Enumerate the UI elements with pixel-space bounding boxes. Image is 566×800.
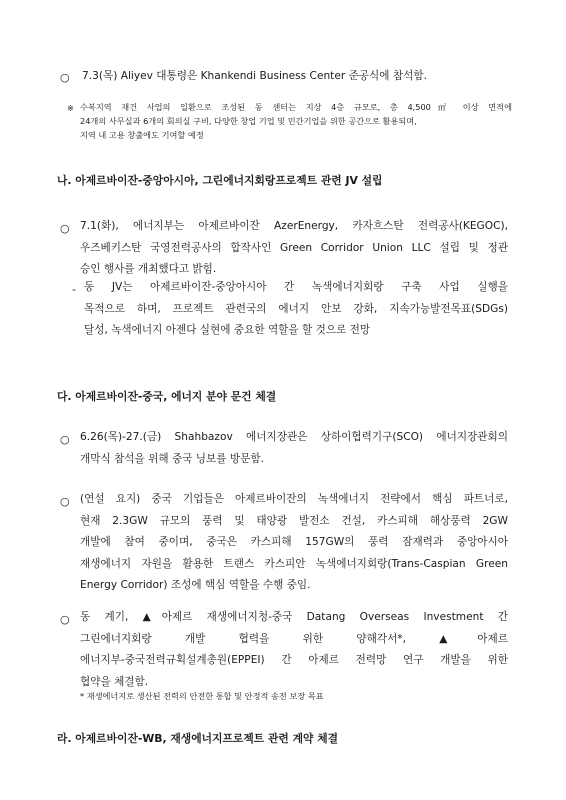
text-line: 목적으로 하며, 프로젝트 관련국의 에너지 안보 강화, 지속가능발전목표(SDGs)	[84, 302, 508, 315]
section-heading-da: 다. 아제르바이잔-중국, 에너지 분야 문건 체결	[57, 390, 277, 403]
circle-bullet-marker: ○	[60, 222, 70, 235]
bullet-agreements	[80, 607, 508, 693]
note-line: 지역 내 고용 창출에도 기여할 예정	[80, 130, 204, 140]
text-line: 달성, 녹색에너지 아젠다 실현에 중요한 역할을 할 것으로 전망	[84, 324, 371, 336]
circle-bullet-marker: ○	[60, 613, 70, 626]
text-line: 동 계기, ▲아제르 재생에너지청-중국 Datang Overseas Investment 간	[80, 611, 508, 623]
text-line: 동 JV는 아제르바이잔-중앙아시아 간 녹색에너지회랑 구축 사업 실행을	[84, 281, 508, 293]
text-line: 에너지부-중국전력규획설계총원(EPPEI) 간 아제르 전력망 연구 개발을 위한	[80, 654, 508, 666]
text-line: 개막식 참석을 위해 중국 닝보를 방문함.	[80, 452, 264, 465]
text-line: 승인 행사를 개최했다고 밝힘.	[80, 263, 217, 275]
text-line: Energy Corridor) 조성에 핵심 역할을 수행 중임.	[80, 579, 311, 591]
circle-bullet-marker: ○	[60, 495, 70, 508]
reference-mark: ※	[67, 103, 74, 113]
dash-marker: -	[72, 283, 76, 296]
section-heading-na: 나. 아제르바이잔-중앙아시아, 그린에너지회랑프로젝트 관련 JV 설립	[57, 174, 383, 187]
note-khankendi	[80, 100, 512, 142]
note-line: 수복지역 재건 사업의 일환으로 조성된 동 센터는 지상 4층 규모로, 총 4,500㎡ 이상 면적에	[80, 102, 512, 112]
circle-bullet-marker: ○	[60, 433, 70, 446]
text-line: 6.26(목)-27.(금) Shahbazov 에너지장관은 상하이협력기구(SCO) 에너지장관회의	[80, 431, 508, 443]
text-line: 현재 2.3GW 규모의 풍력 및 태양광 발전소 건설, 카스피해 해상풍력 2GW	[80, 514, 508, 527]
bullet-sco-meeting	[80, 427, 508, 470]
bullet-speech-summary	[80, 489, 508, 597]
circle-bullet-marker: ○	[60, 71, 70, 84]
footnote-agreements: * 재생에너지로 생산된 전력의 안전한 통합 및 안정적 송전 보장 목표	[80, 691, 324, 701]
section-heading-ra: 라. 아제르바이잔-WB, 재생에너지프로젝트 관련 계약 체결	[57, 732, 339, 745]
text-line: 협약을 체결함.	[80, 675, 149, 688]
text-line: 우즈베키스탄 국영전력공사의 합작사인 Green Corridor Union LLC 설립 및 정관	[80, 241, 508, 254]
bullet-khankendi: 7.3(목) Aliyev 대통령은 Khankendi Business Center 준공식에 참석함.	[82, 70, 427, 82]
text-line: 재생에너지 자원을 활용한 트랜스 카스피안 녹색에너지회랑(Trans-Caspian Green	[80, 557, 508, 570]
bullet-jv-establishment	[80, 216, 508, 281]
note-line: 24개의 사무실과 6개의 회의실 구비, 다양한 창업 기업 및 민간기업을 위한 공간으로 활용되며,	[80, 116, 417, 126]
text-line: (연설 요지) 중국 기업들은 아제르바이잔의 녹색에너지 전략에서 핵심 파트너로,	[80, 493, 508, 505]
sub-bullet-jv-purpose	[84, 277, 508, 342]
text-line: 개발에 참여 중이며, 중국은 카스피해 157GW의 풍력 잠재력과 중앙아시아	[80, 536, 508, 548]
text-line: 7.1(화), 에너지부는 아제르바이잔 AzerEnergy, 카자흐스탄 전력공사(KEGOC),	[80, 220, 508, 232]
text-line: 그린에너지회랑 개발 협력을 위한 양해각서*, ▲아제르	[80, 632, 508, 645]
